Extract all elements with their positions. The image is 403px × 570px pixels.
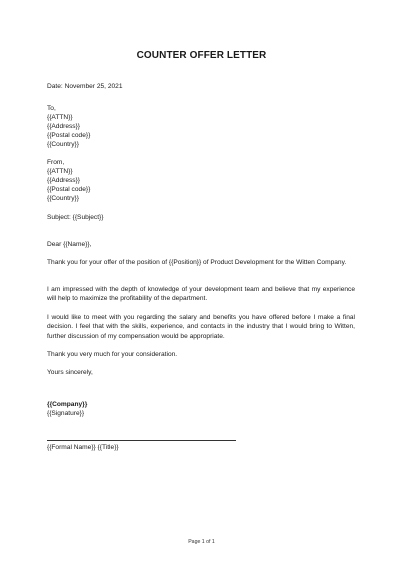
formal-name-title: {{Formal Name}} {{Title}} (47, 444, 119, 451)
greeting: Dear {{Name}}, (47, 241, 92, 248)
paragraph-offer: Thank you for your offer of the position of {{Position}} of Product Development for the Witten Company. (47, 259, 347, 266)
signature-line (47, 440, 236, 441)
to-country: {{Country}} (47, 141, 79, 148)
to-address: {{Address}} (47, 123, 80, 130)
paragraph-salary: I would like to meet with you regarding the salary and benefits you have offered before I make a final decision. I feel that with the skills, experience, and contacts in the industry that I would bring to Witten, further discussion of my compensation would be appropriate. (47, 314, 355, 340)
from-address: {{Address}} (47, 177, 80, 184)
to-label: To, (47, 105, 56, 112)
from-country: {{Country}} (47, 195, 79, 202)
page-number: Page 1 of 1 (188, 539, 215, 545)
to-postal-code: {{Postal code}} (47, 132, 91, 139)
to-attn: {{ATTN}} (47, 114, 73, 121)
subject-line: Subject: {{Subject}} (47, 214, 104, 221)
from-postal-code: {{Postal code}} (47, 186, 91, 193)
paragraph-team: I am impressed with the depth of knowledge of your development team and believe that my experience will help to maximize the profitability of the department. (47, 286, 355, 303)
letter-title: COUNTER OFFER LETTER (136, 50, 267, 61)
from-attn: {{ATTN}} (47, 168, 73, 175)
closing: Yours sincerely, (47, 369, 93, 376)
paragraph-thanks: Thank you very much for your consideration. (47, 351, 178, 358)
signature-placeholder: {{Signature}} (47, 410, 85, 417)
date-line: Date: November 25, 2021 (47, 83, 123, 90)
from-label: From, (47, 159, 65, 166)
company-placeholder: {{Company}} (47, 401, 88, 408)
